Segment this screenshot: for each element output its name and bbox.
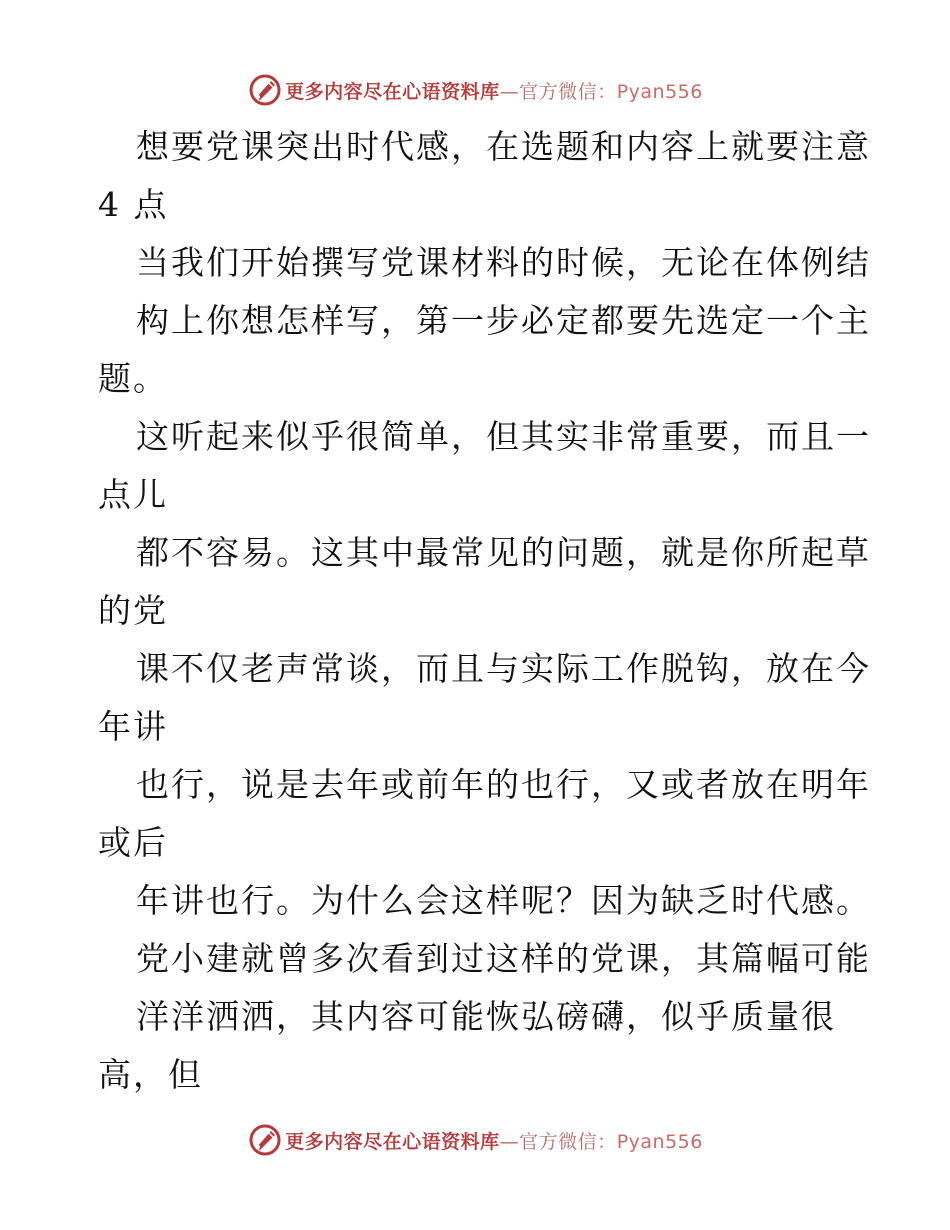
body-text-line: 洋洋洒洒，其内容可能恢弘磅礴，似乎质量很 [136, 997, 836, 1036]
document-body [98, 118, 871, 1104]
body-text-line: 高，但 [98, 1055, 203, 1094]
body-text-line: 课不仅老声常谈，而且与实际工作脱钩，放在今 [136, 649, 871, 688]
watermark-text [285, 77, 703, 104]
watermark-part1: 更多内容尽在心语资料库 [285, 80, 500, 103]
body-text-line: 或后 [98, 823, 168, 862]
body-text-line: 也行，说是去年或前年的也行，又或者放在明年 [136, 765, 871, 804]
body-text-line: 题。 [98, 359, 168, 398]
watermark-part3: Pyan556 [616, 80, 703, 103]
body-text-line: 的党 [98, 591, 168, 630]
footer-watermark [0, 1120, 950, 1160]
body-text-line: 年讲也行。为什么会这样呢？因为缺乏时代感。 [136, 881, 871, 920]
body-text-line: 党小建就曾多次看到过这样的党课，其篇幅可能 [136, 939, 871, 978]
watermark-part2: —官方微信： [499, 1130, 617, 1153]
watermark-text [285, 1127, 703, 1154]
pen-seal-logo-icon [247, 1122, 283, 1158]
body-text-line: 想要党课突出时代感，在选题和内容上就要注意 [136, 127, 871, 166]
body-text-line: 点儿 [98, 475, 168, 514]
watermark-part1: 更多内容尽在心语资料库 [285, 1130, 500, 1153]
body-text-line: 当我们开始撰写党课材料的时候，无论在体例结 [136, 243, 871, 282]
header-watermark [0, 70, 950, 110]
pen-seal-logo-icon [247, 72, 283, 108]
watermark-part2: —官方微信： [499, 80, 617, 103]
body-text-line: 都不容易。这其中最常见的问题，就是你所起草 [136, 533, 871, 572]
watermark-part3: Pyan556 [616, 1130, 703, 1153]
body-text-line: 年讲 [98, 707, 168, 746]
body-text-line: 4 点 [98, 185, 169, 224]
body-text-line: 这听起来似乎很简单，但其实非常重要，而且一 [136, 417, 871, 456]
body-text-line: 构上你想怎样写，第一步必定都要先选定一个主 [136, 301, 871, 340]
